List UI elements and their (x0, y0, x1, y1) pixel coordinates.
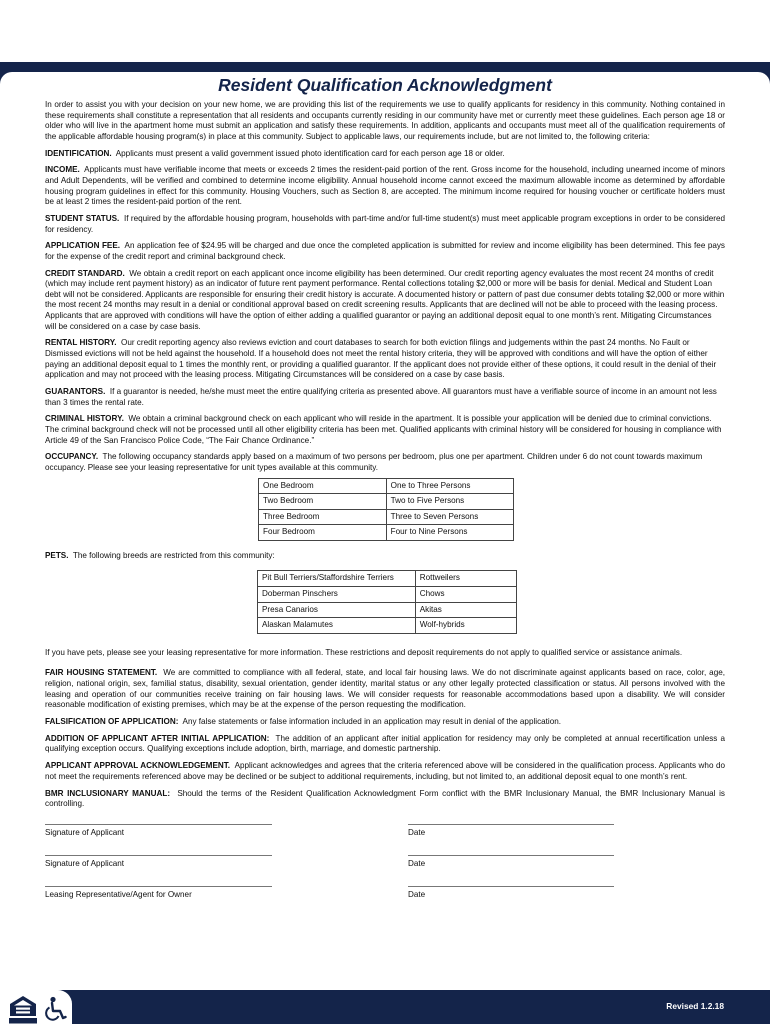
section-label: INCOME. (45, 165, 80, 175)
intro-paragraph: In order to assist you with your decision on your new home, we are providing this list of the requirements we use to qualify applicants for residency in this community. Nothing contained in these requirements shall constitute a representation that all residents and occupants currently residing in our community have met or currently meet these guidelines. Each person age 18 or older who will live in the apartment home must submit an application and satisfy these requirements. In addition, applicants and occupants must meet all of the qualification requirements of the applicable affordable housing program(s) in place at this community. Subject to applicable laws, our requirements include, but are not limited to, the following criteria: (45, 100, 725, 141)
table-cell: Presa Canarios (258, 602, 416, 618)
section-text: We obtain a criminal background check on each applicant who will reside in the apartment. It is possible your application will be denied due to criminal convictions. The criminal background check will not be processed until all other eligibility criteria has been met. Qualified applicants with criminal history will be considered for housing in compliance with Article 49 of the San Francisco Police Code, “The Fair Chance Ordinance.” (45, 414, 722, 445)
section-rental-history (45, 338, 725, 380)
date-line[interactable] (408, 886, 614, 887)
table-cell: Akitas (415, 602, 516, 618)
signature-label: Signature of Applicant (45, 827, 125, 837)
signature-row (45, 824, 725, 855)
table-row (258, 587, 517, 603)
section-text: Any false statements or false information included in an application may result in denial of the application. (182, 717, 562, 726)
section-label: CREDIT STANDARD. (45, 268, 125, 278)
table-cell: Alaskan Malamutes (258, 618, 416, 634)
table-row (259, 478, 514, 494)
date-line[interactable] (408, 824, 614, 825)
section-falsification (45, 717, 725, 728)
section-label: STUDENT STATUS. (45, 213, 120, 223)
section-label: IDENTIFICATION. (45, 148, 112, 158)
section-bmr-manual (45, 789, 725, 810)
table-row (258, 618, 517, 634)
wheelchair-accessible-icon (42, 996, 68, 1022)
table-cell: Pit Bull Terriers/Staffordshire Terriers (258, 571, 416, 587)
table-row (259, 509, 514, 525)
section-occupancy (45, 452, 725, 473)
table-cell: Rottweilers (415, 571, 516, 587)
section-criminal-history (45, 414, 725, 446)
agent-signature-line[interactable] (45, 886, 272, 887)
section-text: Applicant acknowledges and agrees that the criteria referenced above will be considered in the qualification process. Applicants who do not meet the requirements referenced above may be declined or be subject to additional requirements, including, but not limited to, an additional deposit equal to one month’s rent. (45, 761, 725, 781)
section-identification (45, 149, 725, 160)
section-label: BMR INCLUSIONARY MANUAL: (45, 788, 171, 798)
table-cell: One to Three Persons (386, 478, 513, 494)
table-cell: Three to Seven Persons (386, 509, 513, 525)
table-row (258, 571, 517, 587)
section-text: Our credit reporting agency also reviews eviction and court databases to search for both eviction filings and judgements within the past 24 months. No Fault or Dismissed evictions will not be held against the household. If a household does not meet the rental history criteria, they will be approved with conditions and will have the option of either paying an additional deposit equal to 1 times the monthly rent, or providing a qualified guarantor. If the applicant does not provide either of these options, it could result in the denial of their application and may not proceed with the leasing process. Mitigating Circumstances will be considered on a case by case basis. (45, 338, 717, 380)
equal-housing-opportunity-icon (8, 995, 38, 1024)
section-guarantors (45, 387, 725, 408)
section-text: If required by the affordable housing program, households with part-time and/or full-time student(s) must meet applicable program exceptions in order to be considered for residency. (45, 213, 725, 234)
table-cell: One Bedroom (259, 478, 387, 494)
title-tab (0, 72, 770, 98)
section-label: RENTAL HISTORY. (45, 338, 117, 348)
section-text: The following breeds are restricted from this community: (72, 550, 275, 560)
footer-band (0, 990, 770, 1024)
date-label: Date (408, 858, 426, 868)
section-label: ADDITION OF APPLICANT AFTER INITIAL APPLICATION: (45, 733, 270, 743)
section-approval-acknowledgement (45, 761, 725, 782)
document-body (45, 100, 725, 917)
section-text: We are committed to compliance with all federal, state, and local fair housing laws. We do not discriminate against applicants based on race, color, age, religion, national origin, sex, familial status, disability, sexual orientation, gender identity, marital status or any other legally protected classification or status. All persons involved with the leasing and operation of our communities receive training on fair housing laws. We will consider requests for reasonable accommodations based upon a disability. We will consider reasonable modification of existing premises, which may be at the expense of the person requesting the modification. (45, 668, 726, 710)
section-income (45, 165, 725, 207)
section-text: The addition of an applicant after initial application for residency may only be completed at annual recertification unless a qualifying exception occurs. Qualifying exceptions include adoption, birth, marriage, and domestic partnership. (45, 733, 726, 754)
table-cell: Two Bedroom (259, 494, 387, 510)
table-cell: Four to Nine Persons (386, 525, 513, 541)
section-label: FAIR HOUSING STATEMENT. (45, 668, 158, 678)
table-row (259, 494, 514, 510)
occupancy-table (258, 478, 514, 541)
section-student-status (45, 214, 725, 235)
table-row (258, 602, 517, 618)
applicant-signature-line[interactable] (45, 855, 272, 856)
section-text: Applicants must present a valid government issued photo identification card for each person age 18 or older. (115, 148, 505, 158)
signature-row (45, 855, 725, 886)
date-line[interactable] (408, 855, 614, 856)
section-fair-housing (45, 668, 725, 710)
signature-label: Leasing Representative/Agent for Owner (45, 889, 192, 899)
table-row (259, 525, 514, 541)
date-label: Date (408, 889, 426, 899)
section-label: FALSIFICATION OF APPLICATION: (45, 717, 179, 726)
page-title: Resident Qualification Acknowledgment (218, 75, 552, 95)
signature-row (45, 886, 725, 917)
section-text: Should the terms of the Resident Qualification Acknowledgment Form conflict with the BMR Inclusionary Manual, the BMR Inclusionary Manual is controlling. (45, 788, 725, 809)
section-text: An application fee of $24.95 will be charged and due once the completed application is submitted for review and income eligibility has been determined. This fee pays for the expense of the credit report and criminal background check. (45, 241, 725, 261)
date-label: Date (408, 827, 426, 837)
table-cell: Chows (415, 587, 516, 603)
table-cell: Doberman Pinschers (258, 587, 416, 603)
section-text: If a guarantor is needed, he/she must meet the entire qualifying criteria as presented above. All guarantors must have a verifiable source of income in an amount not less than 3 times the rental rate. (45, 386, 717, 407)
table-cell: Two to Five Persons (386, 494, 513, 510)
section-label: GUARANTORS. (45, 386, 106, 396)
table-cell: Four Bedroom (259, 525, 387, 541)
section-application-fee (45, 241, 725, 262)
signature-block (45, 824, 725, 917)
revision-label: Revised 1.2.18 (666, 1001, 724, 1011)
section-label: OCCUPANCY. (45, 452, 99, 462)
section-text: We obtain a credit report on each applicant once income eligibility has been determined. Our credit reporting agency evaluates the most recent 24 months of credit (which may include rent payment history) as an indicator of future rent payment performance. Rental collections totaling $2,000 or more will be basis for denial. Medical and Student Loan debt will not be considered. Applicants are responsible for ensuring their credit history is accurate. A documented history or pattern of past due consumer debts totaling $2,000 or more within the most recent 24 months may result in a denial or conditional approval based on credit screening results. Applicants that are declined will not be able to proceed with the leasing process. Applicants that are approved with conditions will have the option of either adding a qualified guarantor or paying an additional deposit equal to one month’s rent. Mitigating Circumstances will be considered on a case by case basis. (45, 268, 725, 331)
section-addition-of-applicant (45, 734, 725, 755)
section-label: CRIMINAL HISTORY. (45, 414, 124, 424)
section-credit-standard (45, 269, 725, 333)
section-label: PETS. (45, 550, 69, 560)
applicant-signature-line[interactable] (45, 824, 272, 825)
table-cell: Wolf-hybrids (415, 618, 516, 634)
section-label: APPLICATION FEE. (45, 241, 121, 251)
table-cell: Three Bedroom (259, 509, 387, 525)
section-text: Applicants must have verifiable income that meets or exceeds 2 times the resident-paid portion of the rent. Gross income for the household, including unearned income of minors and Adult Dependents, will be verified and combined to determine income eligibility. Annual household income cannot exceed the maximum allowable income as determined by affordable housing program guidelines in effect for this community. Housing Vouchers, such as Section 8, are accepted. The minimum income required for housing voucher or certificate holders must be at least 2 times the resident-paid portion of the rent. (45, 165, 726, 207)
pets-table (257, 570, 517, 633)
pets-note: If you have pets, please see your leasing representative for more information. These restrictions and deposit requirements do not apply to qualified service or assistance animals. (45, 647, 683, 657)
section-label: APPLICANT APPROVAL ACKNOWLEDGEMENT. (45, 761, 231, 771)
section-text: The following occupancy standards apply based on a maximum of two persons per bedroom, plus one per apartment. Children under 6 do not count towards maximum occupancy. Please see your leasing representative for unit types available at this community. (45, 452, 703, 472)
signature-label: Signature of Applicant (45, 858, 125, 868)
section-pets (45, 551, 725, 562)
